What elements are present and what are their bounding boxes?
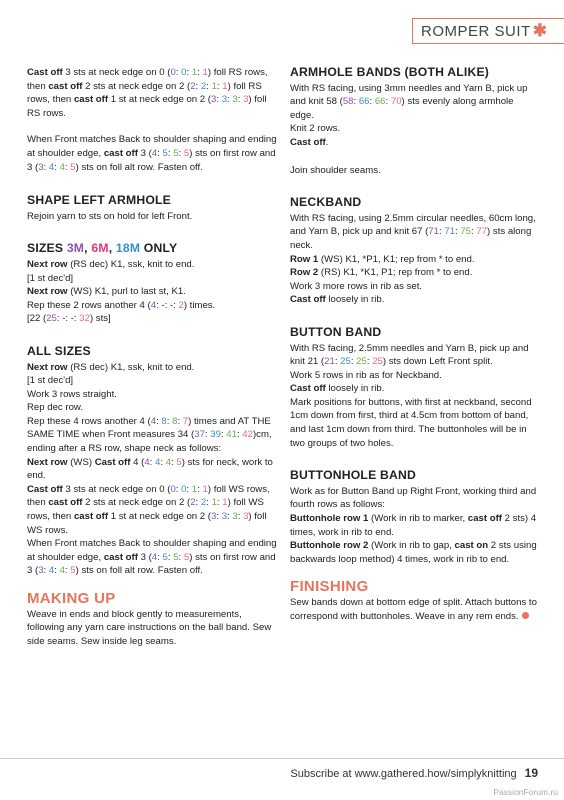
finishing-heading: FINISHING [290, 578, 369, 596]
sizes-line: Rep these 2 rows another 4 (4: -: -: 2) times. [27, 299, 216, 311]
finishing-section [290, 580, 540, 623]
button-band-line: Work 5 rows in rib as for Neckband. [290, 369, 442, 381]
sizes-line: Next row (WS) K1, purl to last st, K1. [27, 286, 186, 298]
footer [290, 766, 538, 780]
join-seams-paragraph: Join shoulder seams. [290, 164, 381, 176]
neckband-line: Work 3 more rows in rib as set. [290, 280, 423, 292]
section-tag [412, 18, 564, 44]
armhole-bands-section [290, 66, 540, 150]
all-sizes-line: Next row (RS dec) K1, ssk, knit to end. [27, 361, 195, 373]
all-sizes-line: [1 st dec'd] [27, 375, 74, 387]
section-tag-label: ROMPER SUIT [421, 22, 531, 40]
asterisk-icon: ✱ [532, 21, 548, 40]
armhole-line: Knit 2 rows. [290, 123, 341, 135]
shoulder-paragraph: When Front matches Back to shoulder shaping and ending at shoulder edge, cast off 3 (4: 5: 5: 5) sts on first row and 3 (3: 4: 4: 5) sts on foll alt row. Fasten off. [27, 134, 277, 173]
rejoin-paragraph: Rejoin yarn to sts on hold for left Front. [27, 210, 193, 222]
making-up-heading: MAKING UP [27, 590, 116, 607]
neckband-heading: NECKBAND [290, 195, 362, 210]
buttonhole-line: Buttonhole row 1 (Work in rib to marker, cast off 2 sts) 4 times, work in rib to end. [290, 513, 537, 538]
neck-shaping-paragraph: Cast off 3 sts at neck edge on 0 (0: 0: 1: 1) foll RS rows, then cast off 2 sts at neck edge on 2 (2: 2: 1: 1) foll RS rows, then cast off 1 st at neck edge on 2 (3: 3: 3: 3) foll RS rows. [27, 67, 268, 119]
finishing-paragraph: Sew bands down at bottom edge of split. Attach buttons to correspond with buttonholes. Weave in any rem ends. [290, 597, 537, 622]
sizes-line: [22 (25: -: -: 32) sts] [27, 313, 111, 325]
neckband-line: Cast off loosely in rib. [290, 294, 385, 306]
neckband-line: Row 2 (RS) K1, *K1, P1; rep from * to end. [290, 267, 473, 279]
shape-left-armhole-section [27, 194, 277, 223]
button-band-line: Mark positions for buttons, with first at neckband, second 1cm down from first, third at 4.5cm from bottom of band, and last 1cm down from third. The buttonholes will be in two groups of two holes. [290, 396, 532, 449]
all-sizes-line: Cast off 3 sts at neck edge on 0 (0: 0: 1: 1) foll WS rows, then cast off 2 sts at neck edge on 2 (2: 2: 1: 1) foll WS rows, then cast off 1 st at neck edge on 2 (3: 3: 3: 3) foll WS rows. [27, 483, 270, 536]
armhole-bands-heading: ARMHOLE BANDS (BOTH ALIKE) [290, 65, 490, 79]
sizes-section [27, 242, 277, 326]
subscribe-link[interactable]: Subscribe at www.gathered.how/simplyknitting [290, 768, 517, 780]
all-sizes-heading: ALL SIZES [27, 343, 91, 358]
button-band-section [290, 326, 540, 450]
buttonhole-band-section [290, 469, 540, 566]
neckband-line: With RS facing, using 2.5mm circular needles, 60cm long, and Yarn B, pick up and knit 67 (71: 71: 75: 77) sts along neck. [290, 212, 536, 251]
making-up-paragraph: Weave in ends and block gently to measurements, following any yarn care instructions on the ball band. Sew side seams. Sew inside leg seams. [27, 608, 272, 647]
all-sizes-line: Rep these 4 rows another 4 (4: 8: 8: 7) times and AT THE SAME TIME when Front measures 34 (37: 39: 41: 42)cm, ending after a RS row, shape neck as follows: [27, 415, 272, 455]
neckband-section [290, 196, 540, 307]
buttonhole-band-heading: BUTTONHOLE BAND [290, 468, 416, 483]
button-band-line: With RS facing, 2.5mm needles and Yarn B, pick up and knit 21 (21: 25: 25: 25) sts down Left Front split. [290, 342, 529, 368]
page-number: 19 [524, 766, 538, 780]
sizes-heading: SIZES 3M, 6M, 18M ONLY [27, 241, 178, 256]
sizes-line: Next row (RS dec) K1, ssk, knit to end. [27, 258, 195, 270]
making-up-section [27, 592, 277, 648]
watermark: PassionForum.ru [493, 787, 558, 797]
buttonhole-line: Buttonhole row 2 (Work in rib to gap, cast on 2 sts using backwards loop method) 4 times, work in rib to end. [290, 540, 537, 565]
shape-left-armhole-heading: SHAPE LEFT ARMHOLE [27, 193, 171, 208]
armhole-line: Cast off. [290, 136, 329, 148]
all-sizes-line: Rep dec row. [27, 402, 83, 414]
right-column [290, 66, 540, 635]
left-column [27, 66, 277, 660]
buttonhole-line: Work as for Button Band up Right Front, working third and fourth rows as follows: [290, 485, 537, 511]
button-band-line: Cast off loosely in rib. [290, 383, 385, 395]
all-sizes-section [27, 345, 277, 578]
armhole-line: With RS facing, using 3mm needles and Yarn B, pick up and knit 58 (58: 66: 66: 70) sts evenly along armhole edge. [290, 82, 528, 121]
all-sizes-line: Work 3 rows straight. [27, 388, 117, 400]
footer-divider [0, 758, 564, 759]
all-sizes-line: When Front matches Back to shoulder shaping and ending at shoulder edge, cast off 3 (4: 5: 5: 5) sts on first row and 3 (3: 4: 4: 5) sts on foll alt row. Fasten off. [27, 538, 277, 577]
sizes-line: [1 st dec'd] [27, 272, 74, 284]
all-sizes-line: Next row (WS) Cast off 4 (4: 4: 4: 5) sts for neck, work to end. [27, 456, 273, 482]
end-dot-icon [522, 612, 529, 619]
button-band-heading: BUTTON BAND [290, 324, 382, 339]
neckband-line: Row 1 (WS) K1, *P1, K1; rep from * to end. [290, 253, 475, 265]
